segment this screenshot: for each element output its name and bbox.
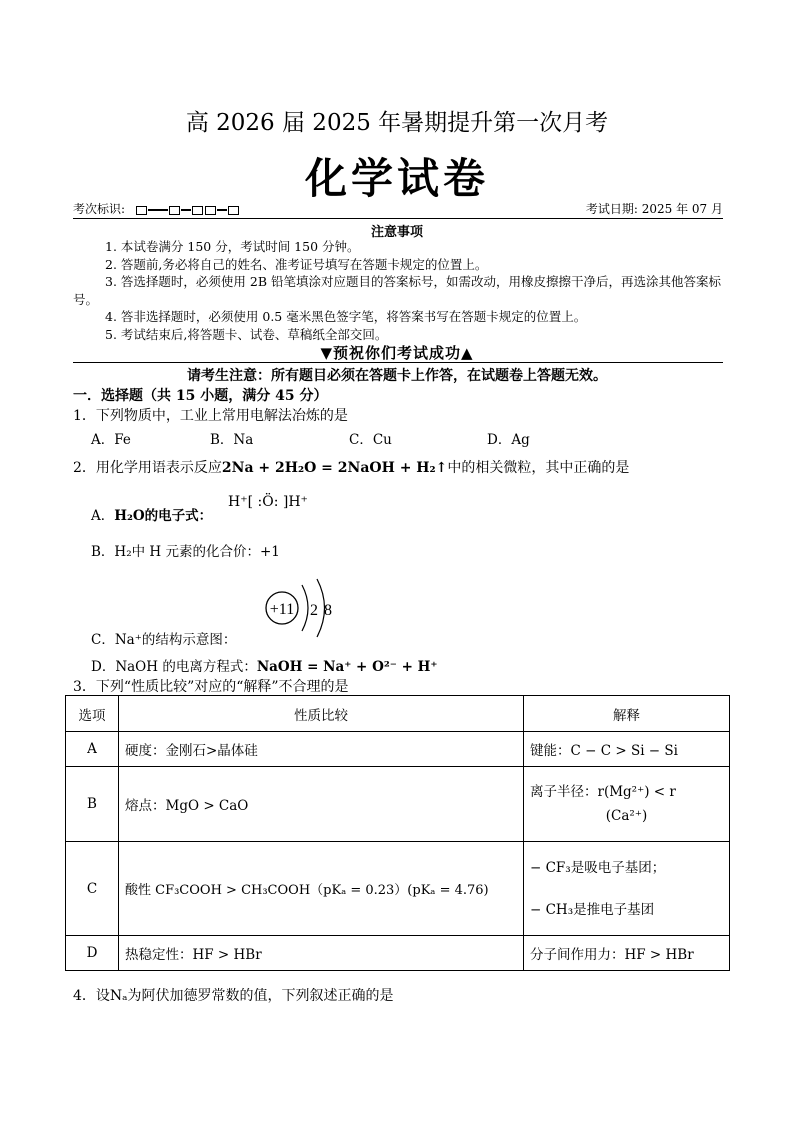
q2-option-a-text: H₂O的电子式： — [114, 508, 213, 524]
q2-stem-prefix: 2．用化学用语表示反应 — [73, 460, 222, 476]
q2-option-d-equation: NaOH = Na⁺ + O²⁻ + H⁺ — [256, 659, 438, 675]
q2-option-c-label: C． — [91, 632, 115, 648]
question-3-stem: 3．下列“性质比较”对应的“解释”不合理的是 — [73, 679, 349, 695]
electron-shell-1 — [302, 585, 308, 631]
question-1-stem: 1．下列物质中，工业上常用电解法冶炼的是 — [73, 408, 348, 424]
question-4-stem: 4．设Nₐ为阿伏加德罗常数的值，下列叙述正确的是 — [73, 988, 394, 1004]
notice-list — [73, 238, 723, 343]
section-heading: 一．选择题（共 15 小题，满分 45 分） — [73, 388, 328, 404]
question-2-stem — [73, 457, 629, 477]
water-electron-formula: H⁺[ :Ö: ]H⁺ — [228, 494, 308, 510]
comparison-table — [65, 695, 730, 971]
answer-warning: 请考生注意：所有题目必须在答题卡上作答，在试题卷上答题无效。 — [187, 368, 607, 384]
sodium-ion-structure-diagram — [262, 575, 342, 641]
divider — [73, 218, 723, 219]
q2-option-d-prefix: D．NaOH 的电离方程式： — [91, 659, 257, 675]
row-explanation: 键能：C − C > Si − Si — [524, 732, 730, 767]
row-option: C — [66, 842, 119, 936]
nucleus-charge: +11 — [269, 601, 295, 618]
row-property: 硬度：金刚石>晶体硅 — [119, 732, 524, 767]
notice-item: 2. 答题前,务必将自己的姓名、准考证号填写在答题卡规定的位置上。 — [105, 256, 488, 272]
row-explanation-line: − CH₃是推电子基团 — [530, 901, 655, 918]
q2-equation: 2Na + 2H₂O = 2NaOH + H₂↑ — [221, 460, 448, 476]
exam-title: 高 2026 届 2025 年暑期提升第一次月考 — [185, 110, 609, 136]
q2-option-d — [91, 655, 437, 675]
table-header-row — [66, 696, 730, 732]
notice-item: 3. 答选择题时，必须使用 2B 铅笔填涂对应题目的答案标号，如需改动，用橡皮擦擦干净后，再选涂其他答案标号。 — [73, 274, 721, 307]
notice-item: 1. 本试卷满分 150 分，考试时间 150 分钟。 — [105, 239, 360, 254]
table-row — [66, 767, 730, 842]
table-row — [66, 936, 730, 971]
row-property: 酸性 CF₃COOH > CH₃COOH（pKₐ = 0.23）(pKₐ = 4.76) — [119, 842, 524, 936]
q1-option-c: C．Cu — [349, 432, 392, 448]
row-option: B — [66, 767, 119, 842]
good-luck-banner: ▼预祝你们考试成功▲ — [320, 344, 474, 362]
header-explanation: 解释 — [524, 696, 730, 732]
table-row — [66, 732, 730, 767]
row-explanation-line: (Ca²⁺) — [605, 808, 648, 824]
q2-option-c — [91, 628, 236, 648]
row-option: D — [66, 936, 119, 971]
q1-option-b: B．Na — [210, 432, 254, 448]
row-explanation: 分子间作用力：HF > HBr — [524, 936, 730, 971]
notice-item: 4. 答非选择题时，必须使用 0.5 毫米黑色签字笔，将答案书写在答题卡规定的位置上。 — [105, 309, 587, 324]
subject-title: 化学试卷 — [304, 154, 489, 203]
exam-id — [73, 200, 240, 217]
notice-title: 注意事项 — [370, 225, 423, 240]
exam-id-label: 考次标识: — [73, 202, 126, 216]
q2-option-a-label: A． — [91, 508, 115, 524]
exam-date: 考试日期: 2025 年 07 月 — [585, 202, 723, 216]
shell-1-electrons: 2 — [310, 602, 318, 619]
row-explanation — [524, 842, 730, 936]
table-row — [66, 842, 730, 936]
q2-option-c-text: Na⁺的结构示意图： — [114, 632, 237, 648]
q2-stem-suffix: 中的相关微粒，其中正确的是 — [447, 460, 630, 476]
row-explanation-line: 离子半径：r(Mg²⁺) < r — [530, 784, 676, 800]
shell-2-electrons: 8 — [324, 602, 332, 619]
row-explanation-line: − CF₃是吸电子基团； — [530, 859, 666, 876]
divider — [73, 362, 723, 363]
q2-option-b: B．H₂中 H 元素的化合价：+1 — [91, 544, 280, 560]
exam-id-boxes — [135, 203, 240, 217]
q1-option-a: A．Fe — [91, 432, 131, 448]
header-option: 选项 — [66, 696, 119, 732]
row-property: 熔点：MgO > CaO — [119, 767, 524, 842]
header-property: 性质比较 — [119, 696, 524, 732]
q2-option-a — [91, 504, 212, 524]
q1-option-d: D．Ag — [487, 432, 530, 448]
row-explanation — [524, 767, 730, 842]
row-property: 热稳定性：HF > HBr — [119, 936, 524, 971]
row-option: A — [66, 732, 119, 767]
notice-item: 5. 考试结束后,将答题卡、试卷、草稿纸全部交回。 — [105, 326, 388, 342]
